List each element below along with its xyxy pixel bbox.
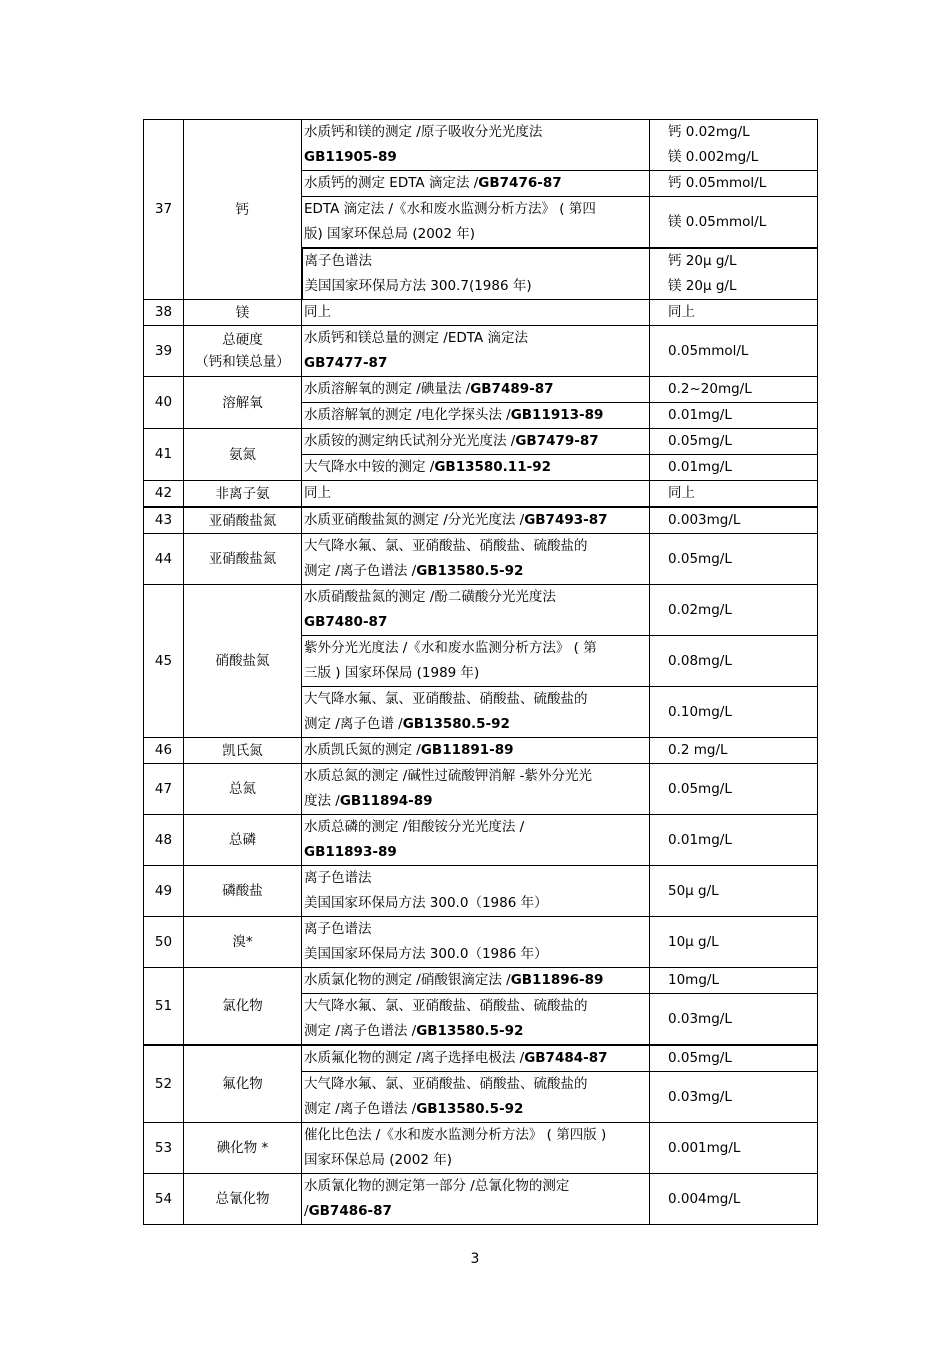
limit-value: 钙 0.02mg/L	[668, 124, 750, 140]
limit-cell: 10μ g/L	[650, 917, 818, 968]
standard-code: GB13580.5-92	[402, 716, 510, 732]
method-line: 美国国家环保局方法 300.7(1986 年)	[304, 278, 532, 294]
limit-cell: 0.05mg/L	[650, 1045, 818, 1072]
row-number: 40	[144, 377, 184, 429]
row-number: 41	[144, 429, 184, 481]
method-line	[304, 789, 647, 814]
method-cell	[302, 994, 650, 1046]
method-cell	[302, 120, 650, 171]
row-number: 48	[144, 815, 184, 866]
row-number: 43	[144, 507, 184, 534]
item-name: 总氰化物	[184, 1174, 302, 1225]
method-text: 水质氯化物的测定 /硝酸银滴定法 /	[304, 972, 511, 988]
standard-code: GB13580.5-92	[416, 1023, 524, 1039]
method-cell	[302, 968, 650, 994]
table-row	[144, 1045, 818, 1072]
method-line: 紫外分光光度法 /《水和废水监测分析方法》 ( 第	[304, 640, 597, 656]
limit-cell: 0.001mg/L	[650, 1123, 818, 1174]
item-name	[184, 326, 302, 377]
item-name: 钙	[184, 120, 302, 300]
item-name: 凯氏氮	[184, 738, 302, 764]
method-text: 测定 /离子色谱 /	[304, 716, 403, 732]
row-number: 49	[144, 866, 184, 917]
row-number: 46	[144, 738, 184, 764]
method-line: 大气降水氟、氯、亚硝酸盐、硝酸盐、硫酸盐的	[304, 1076, 588, 1092]
item-name: 总氮	[184, 764, 302, 815]
item-line: （钙和镁总量）	[195, 354, 290, 370]
row-number: 53	[144, 1123, 184, 1174]
standard-code: GB7493-87	[524, 512, 608, 528]
row-number: 47	[144, 764, 184, 815]
method-text: 度法 /	[304, 793, 340, 809]
standard-code: GB11896-89	[510, 972, 604, 988]
limit-cell: 0.004mg/L	[650, 1174, 818, 1225]
method-cell	[302, 248, 650, 300]
row-number: 42	[144, 481, 184, 508]
row-number: 50	[144, 917, 184, 968]
item-name: 总磷	[184, 815, 302, 866]
method-text: 水质凯氏氮的测定 /	[304, 742, 421, 758]
method-cell	[302, 917, 650, 968]
limit-value: 镁 20μ g/L	[668, 278, 737, 294]
limit-cell: 0.05mg/L	[650, 429, 818, 455]
row-number: 45	[144, 585, 184, 738]
method-line: 水质氰化物的测定第一部分 /总氰化物的测定	[304, 1178, 570, 1194]
standard-code: GB7480-87	[304, 614, 388, 630]
method-text: 水质钙的测定 EDTA 滴定法 /	[304, 175, 479, 191]
row-number: 44	[144, 534, 184, 585]
method-cell: 同上	[302, 300, 650, 326]
page-number: 3	[470, 1251, 480, 1267]
table-row	[144, 1123, 818, 1174]
standard-code: GB7477-87	[304, 355, 388, 371]
table-row	[144, 481, 818, 508]
row-number: 39	[144, 326, 184, 377]
table-row	[144, 764, 818, 815]
limit-cell: 0.2~20mg/L	[650, 377, 818, 403]
standard-code: GB13580.5-92	[416, 563, 524, 579]
standard-code: GB7489-87	[470, 381, 554, 397]
item-name: 氟化物	[184, 1045, 302, 1123]
method-cell	[302, 764, 650, 815]
table-row	[144, 507, 818, 534]
standard-code: GB7484-87	[524, 1050, 608, 1066]
item-name: 非离子氨	[184, 481, 302, 508]
standard-code: GB11894-89	[339, 793, 433, 809]
item-name: 溶解氧	[184, 377, 302, 429]
item-name: 磷酸盐	[184, 866, 302, 917]
row-number: 54	[144, 1174, 184, 1225]
standard-code: GB11913-89	[510, 407, 604, 423]
method-text: /	[304, 1203, 309, 1219]
table-row	[144, 815, 818, 866]
limit-value: 镁 0.002mg/L	[668, 149, 759, 165]
method-cell	[302, 377, 650, 403]
method-cell	[302, 403, 650, 429]
method-cell	[302, 534, 650, 585]
limit-cell: 镁 0.05mmol/L	[650, 197, 818, 249]
method-cell: 同上	[302, 481, 650, 508]
standard-code: GB7479-87	[515, 433, 599, 449]
method-text: 大气降水中铵的测定 /	[304, 459, 435, 475]
method-line: 水质硝酸盐氮的测定 /酚二磺酸分光光度法	[304, 589, 556, 605]
standard-code: GB11893-89	[304, 844, 397, 860]
table-row	[144, 866, 818, 917]
limit-cell: 0.08mg/L	[650, 636, 818, 687]
method-cell	[302, 507, 650, 534]
table-row	[144, 377, 818, 403]
method-cell	[302, 171, 650, 197]
method-text: 测定 /离子色谱法 /	[304, 1101, 417, 1117]
table-row	[144, 585, 818, 636]
item-name: 氯化物	[184, 968, 302, 1046]
method-text: 水质溶解氧的测定 /电化学探头法 /	[304, 407, 511, 423]
method-cell	[302, 815, 650, 866]
limit-cell: 0.01mg/L	[650, 403, 818, 429]
table-row	[144, 738, 818, 764]
method-line: 美国国家环保局方法 300.0（1986 年）	[304, 946, 548, 962]
method-line	[304, 712, 647, 737]
limit-cell: 0.05mmol/L	[650, 326, 818, 377]
method-line: 离子色谱法	[304, 253, 372, 269]
method-text: 测定 /离子色谱法 /	[304, 1023, 417, 1039]
method-line	[304, 1199, 647, 1224]
method-line	[304, 1019, 647, 1044]
method-cell	[302, 1174, 650, 1225]
method-text: 测定 /离子色谱法 /	[304, 563, 417, 579]
table-row	[144, 429, 818, 455]
limit-cell: 50μ g/L	[650, 866, 818, 917]
method-cell	[302, 1045, 650, 1072]
row-number: 38	[144, 300, 184, 326]
row-number: 51	[144, 968, 184, 1046]
table-row	[144, 534, 818, 585]
method-cell	[302, 636, 650, 687]
method-line: 大气降水氟、氯、亚硝酸盐、硝酸盐、硫酸盐的	[304, 691, 588, 707]
method-line: 美国国家环保局方法 300.0（1986 年）	[304, 895, 548, 911]
standard-code: GB11891-89	[420, 742, 514, 758]
limit-cell: 同上	[650, 481, 818, 508]
method-cell	[302, 429, 650, 455]
method-text: 水质亚硝酸盐氮的测定 /分光光度法 /	[304, 512, 525, 528]
method-line	[304, 559, 647, 584]
limit-cell: 同上	[650, 300, 818, 326]
limit-value: 钙 20μ g/L	[668, 253, 737, 269]
standard-code: GB7486-87	[308, 1203, 392, 1219]
limit-cell: 钙 0.05mmol/L	[650, 171, 818, 197]
limit-cell: 0.01mg/L	[650, 815, 818, 866]
limit-cell: 0.02mg/L	[650, 585, 818, 636]
standard-code: GB13580.11-92	[434, 459, 551, 475]
limit-cell: 0.03mg/L	[650, 1072, 818, 1123]
methods-table	[143, 119, 818, 1225]
method-cell	[302, 326, 650, 377]
table-row	[144, 1174, 818, 1225]
item-name: 溴*	[184, 917, 302, 968]
method-cell	[302, 585, 650, 636]
method-line: 水质总氮的测定 /碱性过硫酸钾消解 -紫外分光光	[304, 768, 593, 784]
method-line: 大气降水氟、氯、亚硝酸盐、硝酸盐、硫酸盐的	[304, 538, 588, 554]
limit-cell: 0.01mg/L	[650, 455, 818, 481]
limit-cell: 0.03mg/L	[650, 994, 818, 1046]
method-cell	[302, 866, 650, 917]
method-text: 水质氟化物的测定 /离子选择电极法 /	[304, 1050, 525, 1066]
table-row	[144, 917, 818, 968]
item-name: 硝酸盐氮	[184, 585, 302, 738]
method-cell	[302, 197, 650, 249]
item-name: 碘化物 *	[184, 1123, 302, 1174]
method-cell	[302, 455, 650, 481]
item-name: 亚硝酸盐氮	[184, 507, 302, 534]
method-line: 离子色谱法	[304, 870, 372, 886]
item-name: 镁	[184, 300, 302, 326]
standard-code: GB11905-89	[304, 149, 397, 165]
limit-cell	[650, 120, 818, 171]
limit-cell: 0.10mg/L	[650, 687, 818, 738]
standard-code: GB13580.5-92	[416, 1101, 524, 1117]
method-text: 水质溶解氧的测定 /碘量法 /	[304, 381, 471, 397]
method-line: 离子色谱法	[304, 921, 372, 937]
limit-cell: 0.05mg/L	[650, 534, 818, 585]
table-row	[144, 300, 818, 326]
method-line: 版) 国家环保总局 (2002 年)	[304, 226, 476, 242]
item-name: 氨氮	[184, 429, 302, 481]
method-line: 国家环保总局 (2002 年)	[304, 1152, 452, 1168]
method-line: 水质钙和镁的测定 /原子吸收分光光度法	[304, 124, 543, 140]
table-row	[144, 326, 818, 377]
row-number: 52	[144, 1045, 184, 1123]
method-cell	[302, 1072, 650, 1123]
method-cell	[302, 738, 650, 764]
limit-cell	[650, 248, 818, 300]
method-line: EDTA 滴定法 /《水和废水监测分析方法》 ( 第四	[304, 201, 596, 217]
method-line: 三版 ) 国家环保局 (1989 年)	[304, 665, 480, 681]
item-name: 亚硝酸盐氮	[184, 534, 302, 585]
method-text: 水质铵的测定纳氏试剂分光光度法 /	[304, 433, 516, 449]
standard-code: GB7476-87	[478, 175, 562, 191]
item-line: 总硬度	[222, 332, 263, 348]
method-cell	[302, 687, 650, 738]
method-line: 水质钙和镁总量的测定 /EDTA 滴定法	[304, 330, 528, 346]
method-cell	[302, 1123, 650, 1174]
limit-cell: 0.2 mg/L	[650, 738, 818, 764]
method-line: 催化比色法 /《水和废水监测分析方法》 ( 第四版 )	[304, 1127, 607, 1143]
limit-cell: 0.003mg/L	[650, 507, 818, 534]
table-row	[144, 968, 818, 994]
limit-cell: 10mg/L	[650, 968, 818, 994]
method-line	[304, 1097, 647, 1122]
method-line: 水质总磷的测定 /钼酸铵分光光度法 /	[304, 819, 525, 835]
table-row	[144, 120, 818, 171]
method-line: 大气降水氟、氯、亚硝酸盐、硝酸盐、硫酸盐的	[304, 998, 588, 1014]
limit-cell: 0.05mg/L	[650, 764, 818, 815]
row-number: 37	[144, 120, 184, 300]
